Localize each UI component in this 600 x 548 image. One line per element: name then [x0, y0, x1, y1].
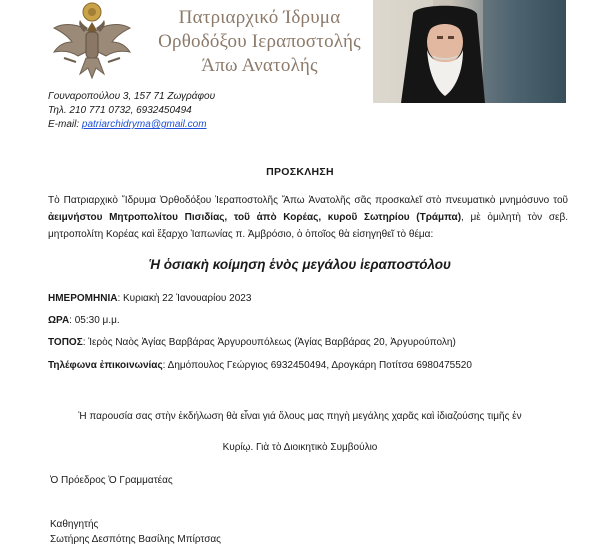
email-line [48, 118, 215, 132]
date-row [48, 292, 251, 306]
intro-text-end: , μὲ ὁμιλητὴ τὸν σεβ. μητροπολίτη Κορέας καὶ ἔξαρχο Ἰαπωνίας π. Ἀμβρόσιο, ὁ ὁποῖος θὰ εἰσηγηθεῖ τὸ θέμα: [48, 212, 569, 240]
date-label: ΗΜΕΡΟΜΗΝΙΑ [48, 293, 118, 304]
place-label: ΤΟΠΟΣ [48, 337, 83, 348]
signature-names: Σωτήρης Δεσπότης Βασίλης Μπίρτσας [50, 534, 221, 545]
phones-value: : Δημόπουλος Γεώργιος 6932450494, Δρογκάρη Ποτίτσα 6980475520 [162, 360, 472, 371]
date-value: : Κυριακὴ 22 Ἰανουαρίου 2023 [117, 293, 252, 304]
phone: Τηλ. 210 771 0732, 6932450494 [48, 105, 192, 116]
closing-line-2: Κυρίῳ. Γιὰ τὸ Διοικητικὸ Συμβούλιο [222, 442, 378, 453]
closing-line-1: Ἡ παρουσία σας στὴν ἐκδήλωση θὰ εἶναι γιά ὅλους μας πηγὴ μεγάλης χαρᾶς καὶ ἰδιαζούσης τιμῆς ἐν [78, 411, 522, 422]
signature-title: Καθηγητής [50, 519, 99, 530]
lecture-topic: Ἡ ὁσιακὴ κοίμηση ἑνὸς μεγάλου ἱεραποστόλου [148, 257, 452, 272]
organization-name [152, 6, 367, 78]
time-value: : 05:30 μ.μ. [69, 315, 120, 326]
place-value: : Ἱερὸς Ναὸς Ἁγίας Βαρβάρας Ἀργυρουπόλεως (Ἁγίας Βαρβάρας 20, Ἀργυρούπολη) [82, 337, 456, 348]
invitation-title: ΠΡΟΣΚΛΗΣΗ [266, 166, 334, 178]
org-name-line-3: Άπω Ανατολής [201, 55, 318, 76]
intro-honoree: ἀειμνήστου Μητροπολίτου Πισιδίας, τοῦ ἀπὸ Κορέας, κυροῦ Σωτηρίου (Τράμπα) [48, 212, 462, 223]
phones-row [48, 359, 472, 373]
time-row [48, 314, 120, 328]
phones-label: Τηλέφωνα ἐπικοινωνίας [48, 360, 163, 371]
time-label: ΩΡΑ [48, 315, 70, 326]
intro-text-start: Τὸ Πατριαρχικὸ Ἵδρυμα Ὀρθοδόξου Ἱεραποστολῆς Ἄπω Ἀνατολῆς σᾶς προσκαλεῖ στὸ πνευματικὸ μνημόσυνο τοῦ [48, 195, 568, 206]
org-name-line-2: Ορθοδόξου Ιεραποστολής [158, 31, 361, 52]
intro-paragraph [48, 192, 568, 243]
double-headed-eagle-logo [50, 2, 134, 84]
address: Γουναροπούλου 3, 157 71 Ζωγράφου [48, 91, 216, 102]
signature-roles: Ὁ Πρόεδρος Ὁ Γραμματέας [50, 475, 173, 486]
org-name-line-1: Πατριαρχικό Ίδρυμα [178, 7, 341, 28]
place-row [48, 336, 456, 350]
contact-block [48, 90, 215, 132]
portrait-photo [373, 0, 566, 103]
email-link[interactable]: patriarchidryma@gmail.com [81, 119, 207, 130]
email-label: E-mail: [48, 119, 80, 130]
